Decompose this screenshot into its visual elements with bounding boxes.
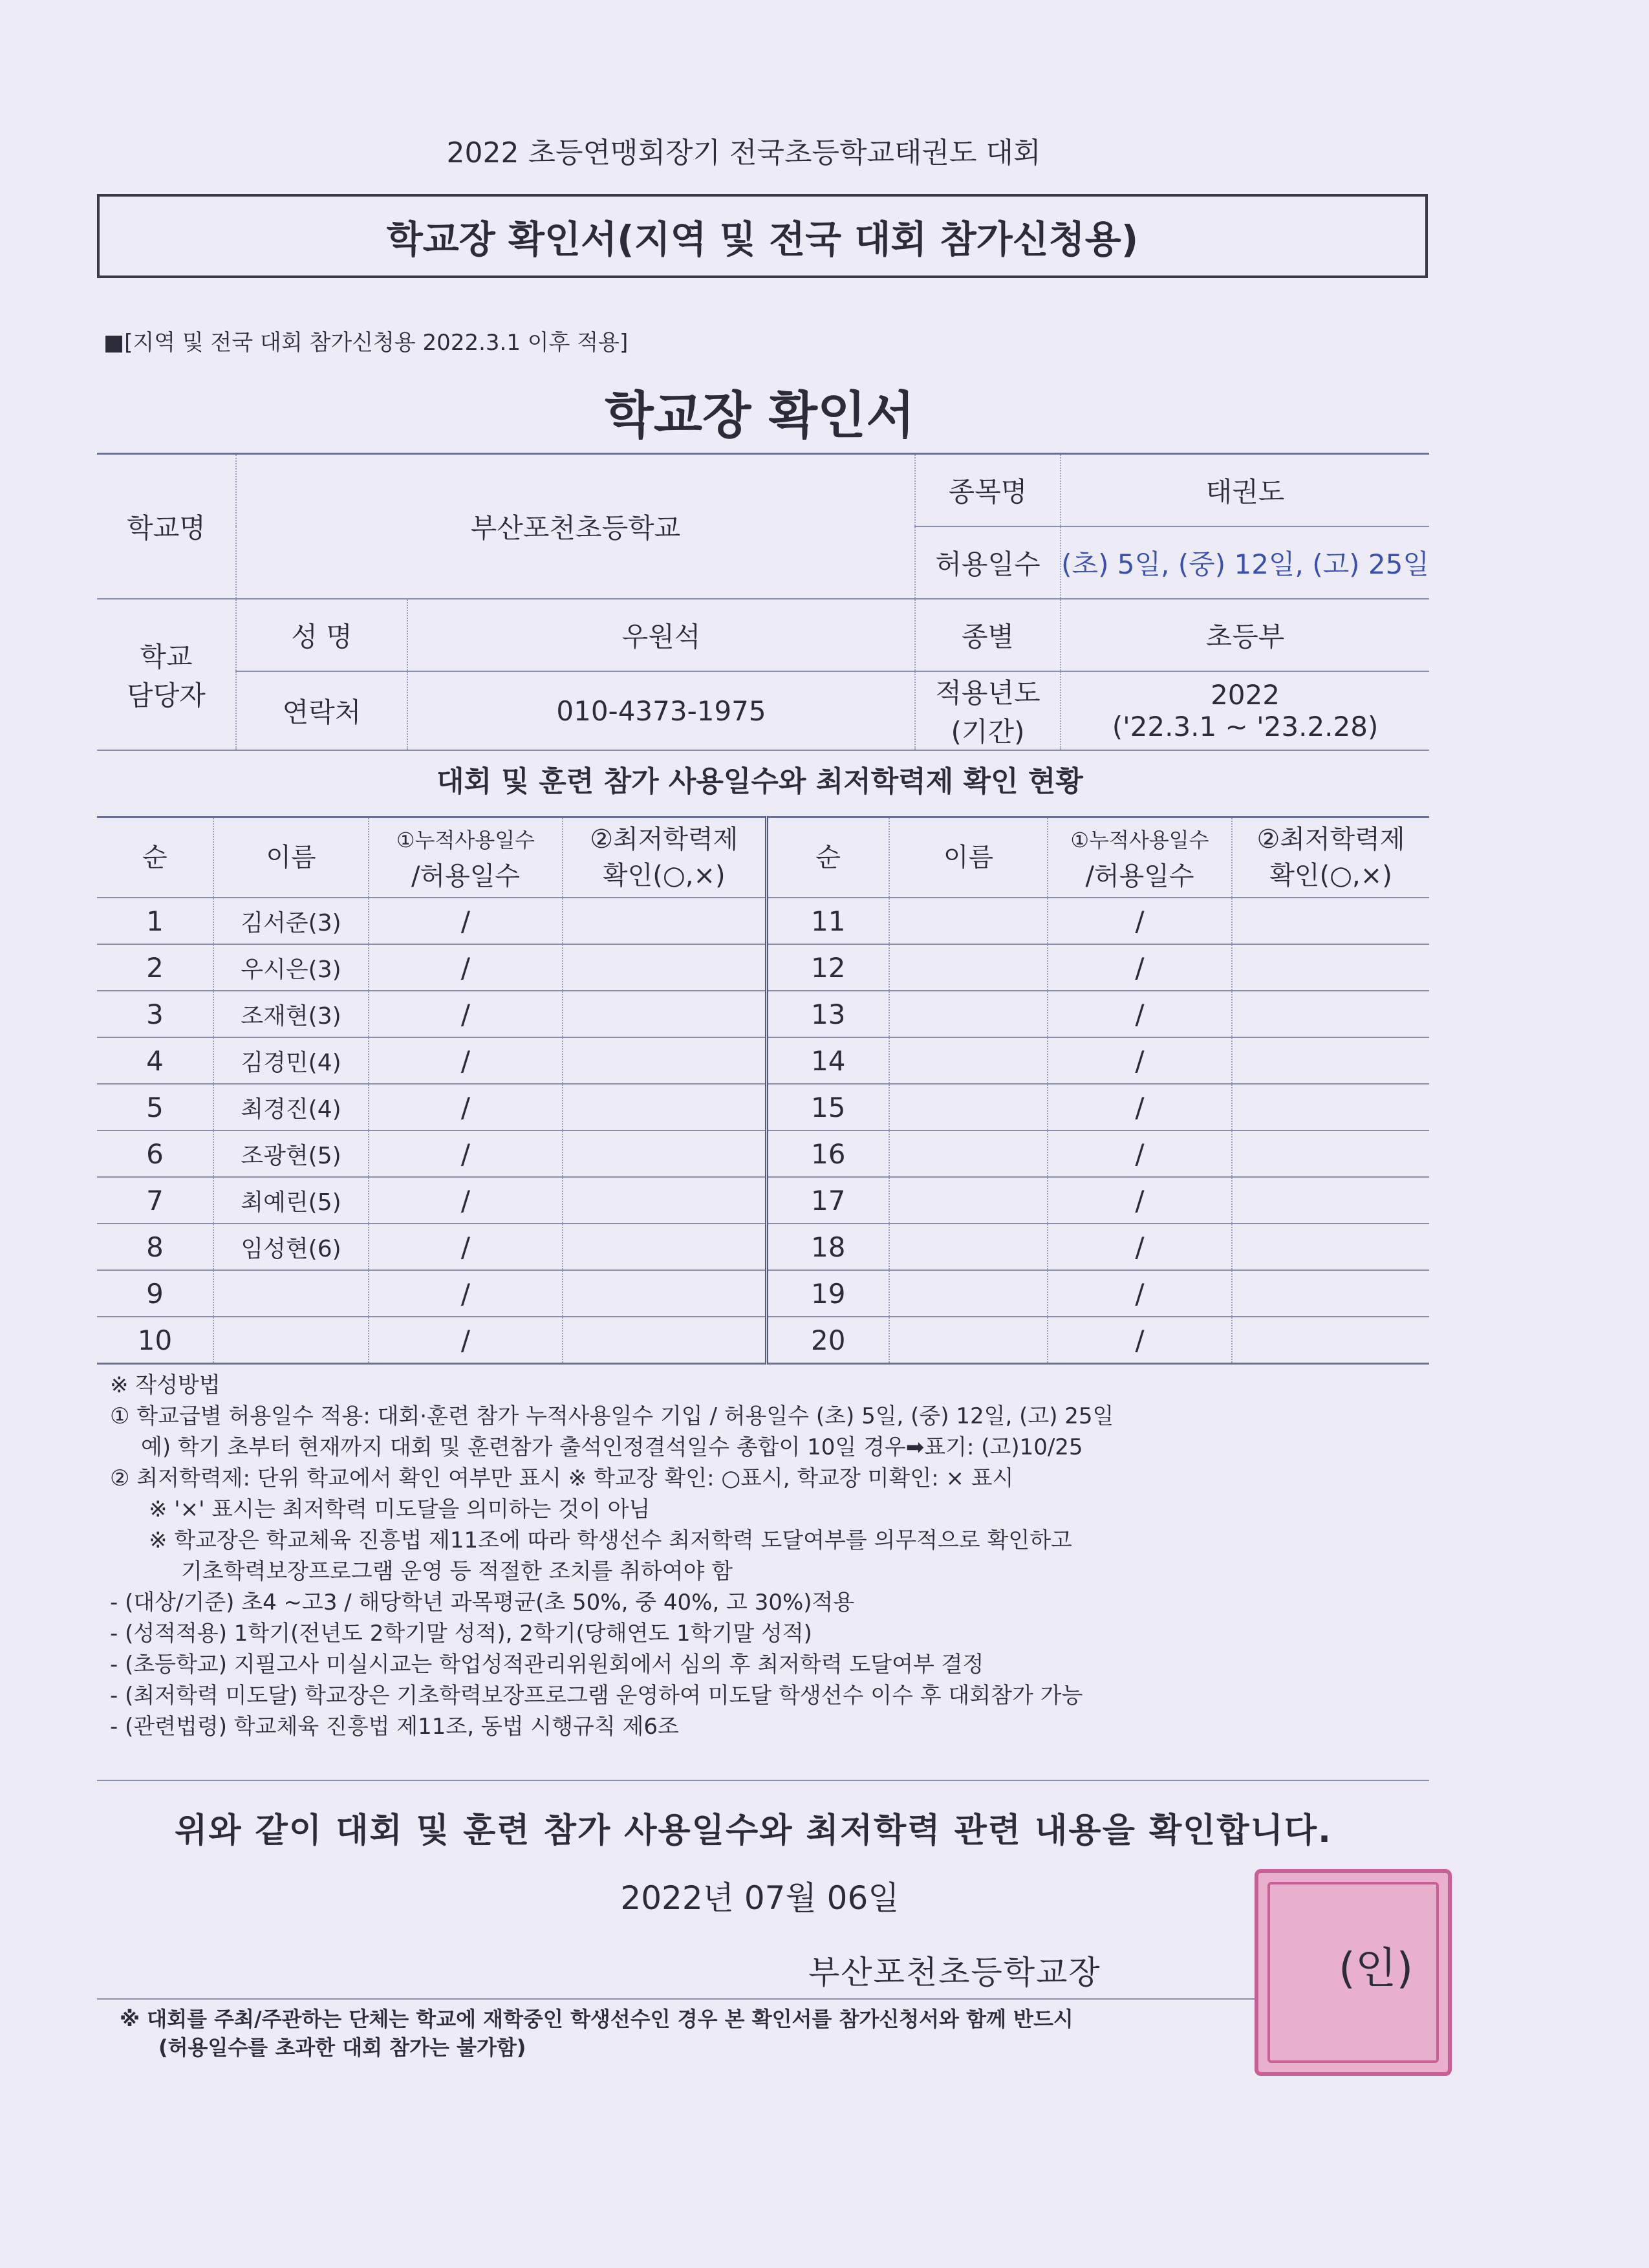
divider [97, 1780, 1429, 1781]
row-grade [563, 1084, 766, 1130]
header-days-right-line2: /허용일수 [1085, 861, 1194, 891]
table-row [97, 991, 1429, 1037]
row-grade [563, 1037, 766, 1084]
row-days: / [1048, 991, 1232, 1037]
row-grade [1232, 1084, 1429, 1130]
row-grade [1232, 1130, 1429, 1177]
row-grade [563, 1177, 766, 1224]
confirmation-statement: 위와 같이 대회 및 훈련 참가 사용일수와 최저학력 관련 내용을 확인합니다. [175, 1811, 1332, 1850]
row-days: / [1048, 1130, 1232, 1177]
header-grade-right-line1: ②최저학력제 [1256, 825, 1405, 854]
row-no: 9 [97, 1270, 213, 1317]
header-days-left [369, 817, 563, 898]
table-row [97, 1037, 1429, 1084]
row-name [213, 1317, 369, 1364]
row-grade [1232, 1037, 1429, 1084]
row-name [213, 1270, 369, 1317]
school-name-label: 학교명 [97, 454, 236, 599]
table-row [97, 1177, 1429, 1224]
row-no: 16 [766, 1130, 889, 1177]
row-grade [1232, 991, 1429, 1037]
row-name [889, 1224, 1048, 1270]
row-name [889, 1317, 1048, 1364]
row-name: 조광현(5) [213, 1130, 369, 1177]
instruction-line: - (대상/기준) 초4 ~고3 / 해당학년 과목평균(초 50%, 중 40%, 고 30%)적용 [110, 1590, 855, 1615]
roster-table [97, 816, 1429, 1365]
instruction-line: ※ 학교장은 학교체육 진흥법 제11조에 따라 학생선수 최저학력 도달여부를 의무적으로 확인하고 [149, 1528, 1072, 1553]
event-title: 2022 초등연맹회장기 전국초등학교태권도 대회 [446, 136, 1041, 169]
row-name: 우시은(3) [213, 944, 369, 991]
divider [97, 1998, 1255, 2000]
header-grade-left-line1: ②최저학력제 [590, 825, 738, 854]
footer-note [120, 2005, 1073, 2062]
row-days: / [1048, 1270, 1232, 1317]
row-no: 11 [766, 898, 889, 944]
instruction-line: - (관련법령) 학교체육 진흥법 제11조, 동법 시행규칙 제6조 [110, 1714, 679, 1740]
row-no: 6 [97, 1130, 213, 1177]
row-no: 17 [766, 1177, 889, 1224]
header-grade-right-line2: 확인(○,×) [1269, 861, 1392, 891]
table-row [97, 1130, 1429, 1177]
row-name [889, 1084, 1048, 1130]
row-grade [1232, 1270, 1429, 1317]
sport-label: 종목명 [915, 454, 1061, 527]
row-no: 3 [97, 991, 213, 1037]
year-value-line1: 2022 [1211, 679, 1280, 711]
row-name: 김서준(3) [213, 898, 369, 944]
school-name-value: 부산포천초등학교 [236, 454, 915, 599]
header-grade-left-line2: 확인(○,×) [602, 861, 726, 891]
school-info-table [97, 453, 1429, 751]
row-name: 임성현(6) [213, 1224, 369, 1270]
sport-value: 태권도 [1061, 454, 1429, 527]
row-days: / [369, 1037, 563, 1084]
row-days: / [369, 1317, 563, 1364]
row-days: / [369, 991, 563, 1037]
row-name [889, 944, 1048, 991]
row-no: 20 [766, 1317, 889, 1364]
row-days: / [1048, 1177, 1232, 1224]
footer-line2: (허용일수를 초과한 대회 참가는 불가함) [158, 2035, 526, 2060]
row-name: 최예린(5) [213, 1177, 369, 1224]
header-days-left-line2: /허용일수 [411, 861, 521, 891]
staff-label [97, 599, 236, 750]
instruction-line: 기초학력보장프로그램 운영 등 적절한 조치를 취하여야 함 [181, 1559, 733, 1584]
header-days-right-line1: ①누적사용일수 [1070, 828, 1209, 852]
row-days: / [369, 1177, 563, 1224]
row-days: / [369, 898, 563, 944]
header-no-right: 순 [766, 817, 889, 898]
row-no: 14 [766, 1037, 889, 1084]
signature-date: 2022년 07월 06일 [620, 1879, 900, 1917]
name-value: 우원석 [407, 599, 915, 671]
table-row [97, 944, 1429, 991]
table-row [97, 1224, 1429, 1270]
row-no: 10 [97, 1317, 213, 1364]
division-value: 초등부 [1061, 599, 1429, 671]
row-grade [1232, 944, 1429, 991]
instruction-line: - (최저학력 미도달) 학교장은 기초학력보장프로그램 운영하여 미도달 학생선수 이수 후 대회참가 가능 [110, 1683, 1083, 1709]
row-grade [563, 1270, 766, 1317]
row-days: / [1048, 944, 1232, 991]
row-grade [563, 944, 766, 991]
row-name: 조재현(3) [213, 991, 369, 1037]
table-row [97, 898, 1429, 944]
instruction-line: 예) 학기 초부터 현재까지 대회 및 훈련참가 출석인정결석일수 총합이 10일 경우➡표기: (고)10/25 [141, 1434, 1083, 1460]
division-label: 종별 [915, 599, 1061, 671]
row-grade [1232, 898, 1429, 944]
instruction-line: - (성적적용) 1학기(전년도 2학기말 성적), 2학기(당해연도 1학기말 성적) [110, 1621, 812, 1647]
name-label: 성 명 [236, 599, 407, 671]
row-grade [1232, 1224, 1429, 1270]
row-days: / [369, 1270, 563, 1317]
roster-title: 대회 및 훈련 참가 사용일수와 최저학력제 확인 현황 [436, 765, 1083, 798]
principal-name: 부산포천초등학교장 [808, 1954, 1101, 1991]
row-name [889, 1130, 1048, 1177]
row-no: 5 [97, 1084, 213, 1130]
row-no: 13 [766, 991, 889, 1037]
instructions-heading: ※ 작성방법 [110, 1372, 221, 1398]
allowed-days-label: 허용일수 [915, 526, 1061, 599]
row-days: / [369, 1084, 563, 1130]
row-no: 1 [97, 898, 213, 944]
year-value-line2: ('22.3.1 ~ '23.2.28) [1112, 711, 1379, 742]
row-days: / [1048, 1317, 1232, 1364]
year-label-line1: 적용년도 [935, 677, 1040, 709]
year-label-line2: (기간) [951, 716, 1025, 748]
contact-label: 연락처 [236, 671, 407, 750]
header-days-right [1048, 817, 1232, 898]
row-days: / [1048, 1084, 1232, 1130]
table-row [97, 1270, 1429, 1317]
header-grade-right [1232, 817, 1429, 898]
document-title: 학교장 확인서(지역 및 전국 대회 참가신청용) [386, 217, 1139, 261]
footer-line1: ※ 대회를 주최/주관하는 단체는 학교에 재학중인 학생선수인 경우 본 확인서를 참가신청서와 함께 반드시 [120, 2007, 1073, 2031]
header-days-left-line1: ①누적사용일수 [396, 828, 535, 852]
row-days: / [1048, 898, 1232, 944]
row-days: / [1048, 1037, 1232, 1084]
contact-value: 010-4373-1975 [407, 671, 915, 750]
staff-label-line2: 담당자 [127, 680, 206, 711]
form-title: 학교장 확인서 [605, 387, 915, 445]
year-value [1061, 671, 1429, 750]
row-no: 2 [97, 944, 213, 991]
header-grade-left [563, 817, 766, 898]
row-no: 7 [97, 1177, 213, 1224]
staff-label-line1: 학교 [140, 641, 193, 673]
row-name [889, 898, 1048, 944]
row-grade [563, 1130, 766, 1177]
applies-note: ■[지역 및 전국 대회 참가신청용 2022.3.1 이후 적용] [103, 330, 629, 356]
instruction-line: - (초등학교) 지필고사 미실시교는 학업성적관리위원회에서 심의 후 최저학력 도달여부 결정 [110, 1652, 984, 1678]
row-no: 19 [766, 1270, 889, 1317]
row-name [889, 1037, 1048, 1084]
row-days: / [369, 1224, 563, 1270]
header-name-right: 이름 [889, 817, 1048, 898]
header-name-left: 이름 [213, 817, 369, 898]
seal-mark: (인) [1339, 1943, 1414, 1993]
row-name [889, 1177, 1048, 1224]
row-grade [563, 1317, 766, 1364]
instruction-line: ② 최저학력제: 단위 학교에서 확인 여부만 표시 ※ 학교장 확인: ○표시, 학교장 미확인: × 표시 [110, 1465, 1014, 1491]
row-name: 김경민(4) [213, 1037, 369, 1084]
row-name: 최경진(4) [213, 1084, 369, 1130]
row-days: / [1048, 1224, 1232, 1270]
row-grade [1232, 1317, 1429, 1364]
row-no: 4 [97, 1037, 213, 1084]
instruction-line: ① 학교급별 허용일수 적용: 대회·훈련 참가 누적사용일수 기입 / 허용일수 (초) 5일, (중) 12일, (고) 25일 [110, 1403, 1114, 1429]
instruction-line: ※ '×' 표시는 최저학력 미도달을 의미하는 것이 아님 [149, 1496, 651, 1522]
row-grade [1232, 1177, 1429, 1224]
row-no: 15 [766, 1084, 889, 1130]
instructions [110, 1370, 1442, 1742]
allowed-days-value: (초) 5일, (중) 12일, (고) 25일 [1061, 526, 1429, 599]
row-grade [563, 991, 766, 1037]
table-row [97, 1084, 1429, 1130]
row-no: 8 [97, 1224, 213, 1270]
row-no: 18 [766, 1224, 889, 1270]
row-days: / [369, 944, 563, 991]
row-name [889, 1270, 1048, 1317]
row-name [889, 991, 1048, 1037]
row-days: / [369, 1130, 563, 1177]
header-no-left: 순 [97, 817, 213, 898]
row-grade [563, 898, 766, 944]
table-row [97, 1317, 1429, 1364]
document-title-box [97, 194, 1428, 278]
row-grade [563, 1224, 766, 1270]
row-no: 12 [766, 944, 889, 991]
year-label [915, 671, 1061, 750]
